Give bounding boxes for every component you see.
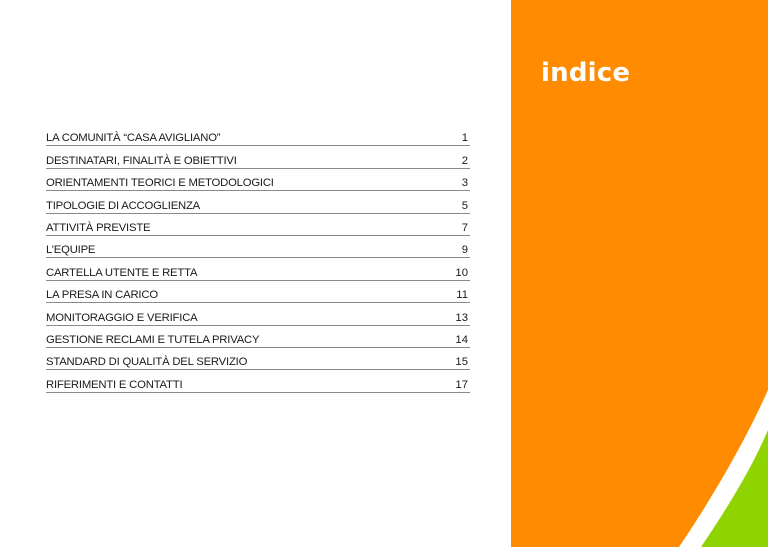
toc-entry-page: 9 xyxy=(461,244,468,257)
toc-entry[interactable] xyxy=(46,303,470,325)
toc-entry[interactable] xyxy=(46,169,470,191)
toc-entry-label: ORIENTAMENTI TEORICI E METODOLOGICI xyxy=(46,177,274,190)
toc-entry[interactable] xyxy=(46,236,470,258)
toc-entry[interactable] xyxy=(46,370,470,392)
toc-entry-label: CARTELLA UTENTE E RETTA xyxy=(46,266,198,279)
toc-entry-page: 15 xyxy=(455,356,468,369)
toc-entry-label: MONITORAGGIO E VERIFICA xyxy=(46,311,198,324)
toc-entry-page: 2 xyxy=(461,154,468,167)
toc-entry-label: LA PRESA IN CARICO xyxy=(46,289,158,302)
toc-entry-label: TIPOLOGIE DI ACCOGLIENZA xyxy=(46,199,201,212)
toc-entry[interactable] xyxy=(46,214,470,236)
toc-entry-label: RIFERIMENTI E CONTATTI xyxy=(46,378,183,391)
toc-entry[interactable] xyxy=(46,191,470,213)
toc-entry-page: 1 xyxy=(461,132,468,145)
table-of-contents xyxy=(46,124,470,393)
toc-entry-page: 7 xyxy=(461,221,468,234)
toc-entry-label: DESTINATARI, FINALITÀ E OBIETTIVI xyxy=(46,154,237,167)
toc-entry-page: 17 xyxy=(455,378,468,391)
toc-entry-page: 5 xyxy=(461,199,468,212)
toc-entry[interactable] xyxy=(46,348,470,370)
toc-entry-page: 11 xyxy=(456,289,468,302)
toc-entry[interactable] xyxy=(46,326,470,348)
toc-entry-page: 13 xyxy=(455,311,468,324)
toc-entry[interactable] xyxy=(46,146,470,168)
toc-entry-page: 3 xyxy=(461,177,468,190)
toc-entry[interactable] xyxy=(46,258,470,280)
toc-entry-page: 14 xyxy=(455,333,468,346)
toc-entry-label: STANDARD DI QUALITÀ DEL SERVIZIO xyxy=(46,356,248,369)
toc-entry-label: GESTIONE RECLAMI E TUTELA PRIVACY xyxy=(46,333,260,346)
index-title: indice xyxy=(541,58,631,88)
toc-entry[interactable] xyxy=(46,124,470,146)
toc-entry[interactable] xyxy=(46,281,470,303)
toc-entry-label: LA COMUNITÀ “CASA AVIGLIANO” xyxy=(46,132,221,145)
toc-entry-label: ATTIVITÀ PREVISTE xyxy=(46,221,151,234)
toc-entry-page: 10 xyxy=(455,266,468,279)
toc-entry-label: L’EQUIPE xyxy=(46,244,96,257)
